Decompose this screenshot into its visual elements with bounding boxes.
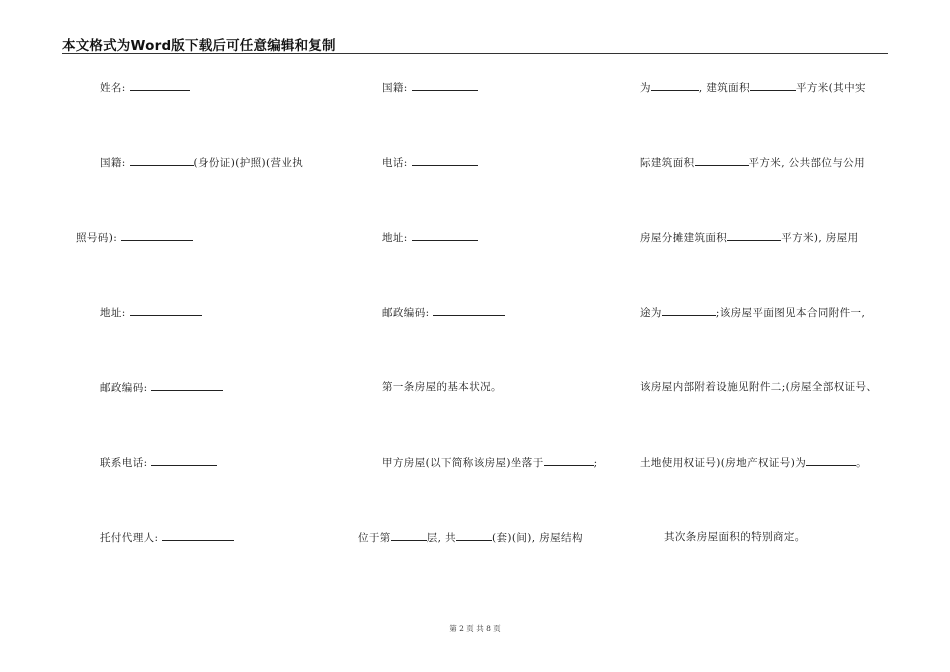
blank-line (162, 530, 234, 541)
field-license-number: 照号码): (76, 230, 193, 245)
field-postcode: 邮政编码: (100, 380, 223, 395)
field-address-b: 地址: (382, 230, 478, 245)
field-property-location: 甲方房屋(以下简称该房屋)坐落于 ; (382, 457, 598, 469)
blank-line (130, 305, 202, 316)
blank-line (391, 530, 427, 541)
blank-line (121, 230, 193, 241)
page-number: 第 2 页 共 8 页 (449, 624, 501, 633)
blank-line (433, 305, 505, 316)
blank-line (651, 80, 699, 91)
field-usage: 途为 ;该房屋平面图见本合同附件一, (640, 307, 866, 319)
field-address: 地址: (100, 305, 202, 320)
blank-line (412, 230, 478, 241)
field-floor-structure: 位于第 层, 共 (套)(间), 房屋结构 (358, 532, 583, 544)
blank-line (151, 455, 217, 466)
blank-line (412, 155, 478, 166)
field-certificate-number: 土地使用权证号)(房地产权证号)为 。 (640, 457, 867, 469)
header-divider (62, 53, 888, 54)
blank-line (130, 155, 194, 166)
field-nationality-b: 国籍: (382, 80, 478, 95)
blank-line (544, 455, 594, 466)
blank-line (806, 455, 856, 466)
field-postcode-b: 邮政编码: (382, 305, 505, 320)
blank-line (130, 80, 190, 91)
blank-line (695, 155, 749, 166)
field-area-shared: 房屋分摊建筑面积 平方米), 房屋用 (640, 232, 859, 244)
field-agent: 托付代理人: (100, 530, 234, 545)
field-name: 姓名: (100, 80, 190, 95)
document-header-title: 本文格式为Word版下载后可任意编辑和复制 (62, 38, 336, 54)
blank-line (456, 530, 492, 541)
field-area-actual: 际建筑面积 平方米, 公共部位与公用 (640, 157, 865, 169)
attachment-note: 该房屋内部附着设施见附件二;(房屋全部权证号、 (640, 381, 878, 393)
blank-line (412, 80, 478, 91)
blank-line (750, 80, 796, 91)
field-phone: 联系电话: (100, 455, 217, 470)
article-2-heading: 其次条房屋面积的特别商定。 (664, 531, 806, 543)
field-area-total: 为 , 建筑面积 平方米(其中实 (640, 82, 866, 94)
blank-line (727, 230, 781, 241)
article-1-heading: 第一条房屋的基本状况。 (382, 381, 502, 393)
field-nationality-id: 国籍: (身份证)(护照)(营业执 (100, 157, 304, 169)
blank-line (662, 305, 716, 316)
blank-line (151, 380, 223, 391)
field-phone-b: 电话: (382, 155, 478, 170)
